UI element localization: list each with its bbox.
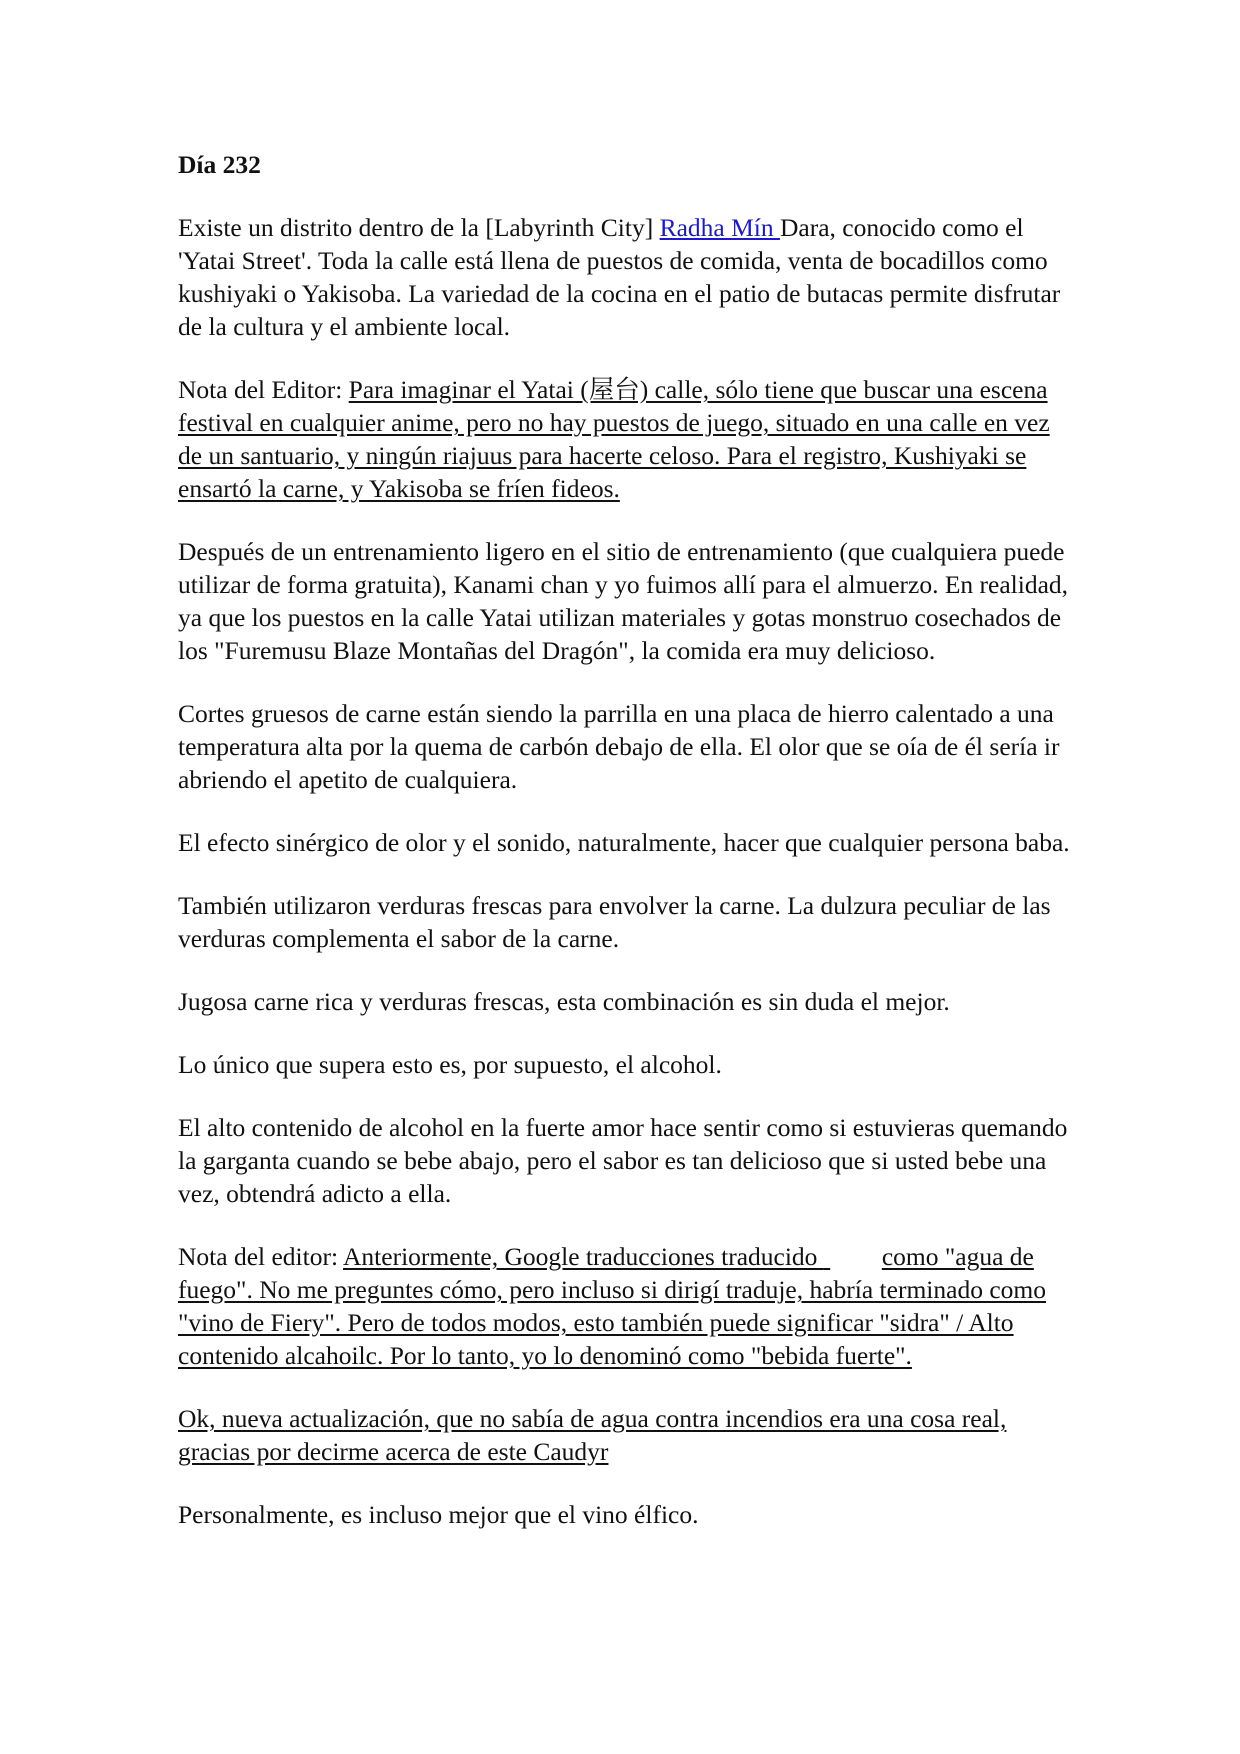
- editor-note-text-start: Anteriormente, Google traducciones traducido: [343, 1242, 824, 1271]
- editor-note-yatai: [178, 373, 1078, 505]
- editor-note-text-end: como "agua de fuego". No me preguntes cómo, pero incluso si dirigí traduje, habría terminado como "vino de Fiery". Pero de todos modos, esto también puede significar "sidra" / Alto contenido alcahoilc. Por lo tanto, yo lo denominó como "bebida fuerte".: [178, 1242, 1046, 1370]
- underline-gap: [824, 1240, 882, 1273]
- intro-text-end: Dara, conocido como el 'Yatai Street'. Toda la calle está llena de puestos de comida, venta de bocadillos como kushiyaki o Yakisoba. La variedad de la cocina en el patio de butacas permite disfrutar de la cultura y el ambiente local.: [178, 213, 1061, 341]
- document-page: [178, 140, 1078, 1561]
- paragraph-alcohol: Lo único que supera esto es, por supuesto, el alcohol.: [178, 1050, 722, 1079]
- paragraph-elven-wine: Personalmente, es incluso mejor que el vino élfico.: [178, 1500, 699, 1529]
- paragraph-synergy: El efecto sinérgico de olor y el sonido, naturalmente, hacer que cualquier persona baba.: [178, 828, 1070, 857]
- paragraph-combination: Jugosa carne rica y verduras frescas, esta combinación es sin duda el mejor.: [178, 987, 950, 1016]
- paragraph-vegetables: También utilizaron verduras frescas para envolver la carne. La dulzura peculiar de las verduras complementa el sabor de la carne.: [178, 891, 1051, 953]
- paragraph-strong-drink: El alto contenido de alcohol en la fuerte amor hace sentir como si estuvieras quemando la garganta cuando se bebe abajo, pero el sabor es tan delicioso que si usted bebe una vez, obtendrá adicto a ella.: [178, 1113, 1068, 1208]
- editor-note-label: Nota del editor:: [178, 1242, 344, 1271]
- editor-note-text: Para imaginar el Yatai (屋台) calle, sólo tiene que buscar una escena festival en cualquier anime, pero no hay puestos de juego, situado en una calle en vez de un santuario, y ningún riajuus para hacerte celoso. Para el registro, Kushiyaki se ensartó la carne, y Yakisoba se fríen fideos.: [178, 375, 1050, 503]
- update-note: Ok, nueva actualización, que no sabía de agua contra incendios era una cosa real, gracias por decirme acerca de este Caudyr: [178, 1404, 1007, 1466]
- paragraph-grill: Cortes gruesos de carne están siendo la parrilla en una placa de hierro calentado a una temperatura alta por la quema de carbón debajo de ella. El olor que se oía de él sería ir abriendo el apetito de cualquiera.: [178, 699, 1060, 794]
- paragraph-intro: [178, 211, 1078, 343]
- editor-note-fire-water: [178, 1240, 1078, 1372]
- radha-min-link[interactable]: Radha Mín: [659, 213, 780, 242]
- intro-text-start: Existe un distrito dentro de la [Labyrinth City]: [178, 213, 660, 242]
- chapter-title: Día 232: [178, 150, 261, 179]
- editor-note-label: Nota del Editor:: [178, 375, 349, 404]
- paragraph-training: Después de un entrenamiento ligero en el sitio de entrenamiento (que cualquiera puede utilizar de forma gratuita), Kanami chan y yo fuimos allí para el almuerzo. En realidad, ya que los puestos en la calle Yatai utilizan materiales y gotas monstruo cosechados de los "Furemusu Blaze Montañas del Dragón", la comida era muy delicioso.: [178, 537, 1069, 665]
